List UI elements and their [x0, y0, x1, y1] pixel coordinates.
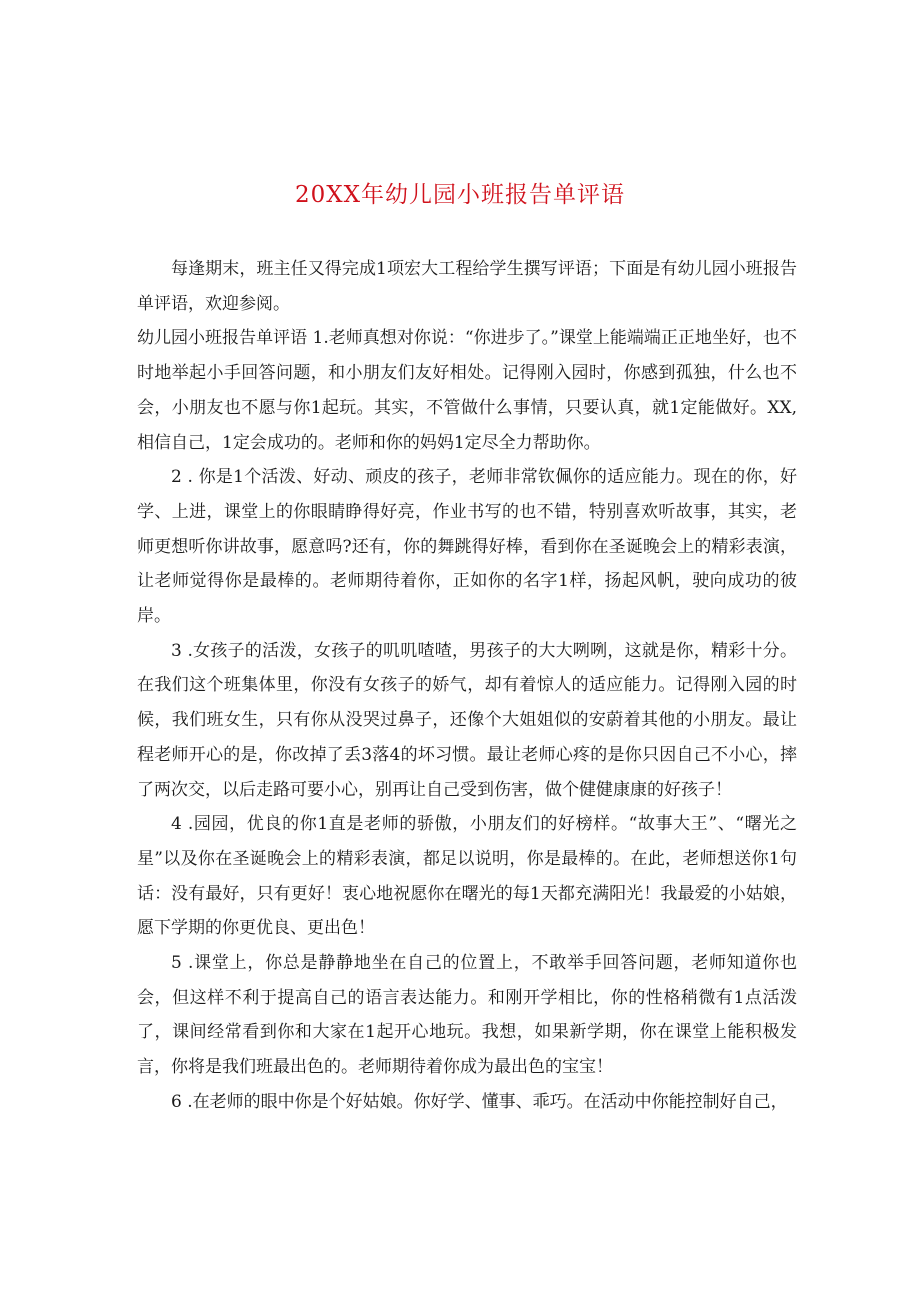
comment-paragraph-1: 幼儿园小班报告单评语 1.老师真想对你说：“你进步了。”课堂上能端端正正地坐好，也不时地举起小手回答问题，和小朋友们友好相处。记得刚入园时，你感到孤独，什么也不会，小朋友也不愿与你1起玩。其实，不管做什么事情，只要认真，就1定能做好。XX,相信自己，1定会成功的。老师和你的妈妈1定尽全力帮助你。	[137, 328, 797, 453]
document-title: 20XX年幼儿园小班报告单评语	[294, 182, 625, 208]
comment-paragraph-3: 3 .女孩子的活泼，女孩子的叽叽喳喳，男孩子的大大咧咧，这就是你，精彩十分。在我们这个班集体里，你没有女孩子的娇气，却有着惊人的适应能力。记得刚入园的时候，我们班女生，只有你从没哭过鼻子，还像个大姐姐似的安蔚着其他的小朋友。最让程老师开心的是，你改掉了丢3落4的坏习惯。最让老师心疼的是你只因自己不小心，摔了两次交，以后走路可要小心，别再让自己受到伤害，做个健健康康的好孩子！	[137, 640, 797, 800]
comment-paragraph-5: 5 .课堂上，你总是静静地坐在自己的位置上，不敢举手回答问题，老师知道你也会，但这样不利于提高自己的语言表达能力。和刚开学相比，你的性格稍微有1点活泼了，课间经常看到你和大家在1起开心地玩。我想，如果新学期，你在课堂上能积极发言，你将是我们班最出色的。老师期待着你成为最出色的宝宝！	[137, 953, 797, 1078]
comment-paragraph-2: 2 . 你是1个活泼、好动、顽皮的孩子，老师非常钦佩你的适应能力。现在的你，好学、上进，课堂上的你眼睛睁得好亮，作业书写的也不错，特别喜欢听故事，其实，老师更想听你讲故事，愿意吗?还有，你的舞跳得好棒，看到你在圣诞晚会上的精彩表演，让老师觉得你是最棒的。老师期待着你，正如你的名字1样，扬起风帆，驶向成功的彼岸。	[137, 467, 797, 627]
comment-paragraph-4: 4 .园园，优良的你1直是老师的骄傲，小朋友们的好榜样。“故事大王”、“曙光之星”以及你在圣诞晚会上的精彩表演，都足以说明，你是最棒的。在此，老师想送你1句话：没有最好，只有更好！衷心地祝愿你在曙光的每1天都充满阳光！我最爱的小姑娘，愿下学期的你更优良、更出色！	[137, 814, 797, 939]
intro-paragraph: 每逢期末，班主任又得完成1项宏大工程给学生撰写评语；下面是有幼儿园小班报告单评语，欢迎参阅。	[137, 259, 797, 314]
comment-paragraph-6: 6 .在老师的眼中你是个好姑娘。你好学、懂事、乖巧。在活动中你能控制好自己，	[171, 1091, 788, 1112]
document-body	[137, 252, 797, 1120]
